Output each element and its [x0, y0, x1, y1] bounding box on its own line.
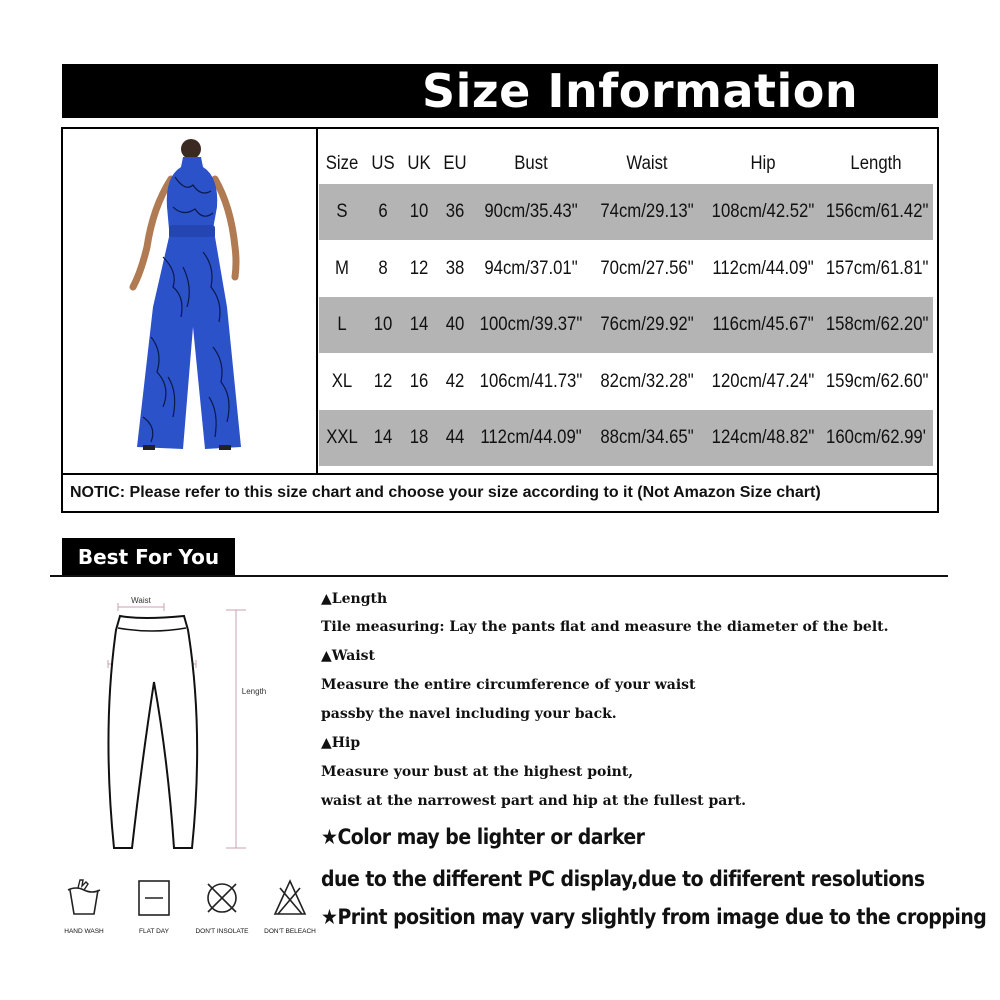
cell-hip: 124cm/48.82" [711, 427, 815, 448]
cell-us: 8 [378, 258, 388, 279]
care-hand-wash [56, 878, 112, 935]
diagram-label-length: Length [241, 687, 267, 696]
cell-uk: 14 [409, 314, 429, 335]
cell-size: M [335, 258, 349, 279]
waist-heading: ▲Waist [321, 648, 376, 664]
cell-uk: 10 [409, 201, 429, 222]
cell-waist: 88cm/34.65" [600, 427, 694, 448]
cell-length: 157cm/61.81" [825, 258, 929, 279]
cell-eu: 38 [445, 258, 465, 279]
cell-length: 160cm/62.99' [826, 427, 926, 448]
header-uk: UK [407, 153, 431, 174]
cell-bust: 106cm/41.73" [479, 371, 583, 392]
header-bust: Bust [514, 153, 548, 174]
care-dont-insolate [194, 878, 250, 935]
cell-hip: 108cm/42.52" [711, 201, 815, 222]
cell-uk: 12 [409, 258, 429, 279]
care-label-flat-dry: FLAT DAY [139, 928, 169, 935]
print-note: ★Print position may vary slightly from image due to the cropping [321, 905, 987, 929]
hip-text-1: Measure your bust at the highest point, [321, 764, 634, 780]
cell-bust: 112cm/44.09" [480, 427, 582, 448]
cell-waist: 74cm/29.13" [600, 201, 694, 222]
cell-us: 14 [373, 427, 393, 448]
cell-us: 12 [373, 371, 393, 392]
waist-text-2: passby the navel including your back. [321, 706, 617, 722]
cell-length: 156cm/61.42" [825, 201, 929, 222]
length-heading: ▲Length [321, 591, 388, 607]
cell-bust: 100cm/39.37" [479, 314, 583, 335]
dont-bleach-icon [272, 878, 308, 918]
cell-eu: 40 [445, 314, 465, 335]
size-notice: NOTIC: Please refer to this size chart and choose your size according to it (Not Amazon Size chart) [63, 473, 937, 511]
hip-heading: ▲Hip [321, 735, 361, 751]
cell-waist: 76cm/29.92" [600, 314, 694, 335]
cell-us: 10 [373, 314, 393, 335]
cell-hip: 120cm/47.24" [711, 371, 815, 392]
cell-waist: 82cm/32.28" [600, 371, 694, 392]
length-text: Tile measuring: Lay the pants flat and measure the diameter of the belt. [321, 619, 889, 635]
table-row [319, 354, 933, 410]
header-waist: Waist [626, 153, 668, 174]
cell-size: XXL [326, 427, 358, 448]
page-title: Size Information [422, 64, 859, 118]
care-flat-dry [126, 878, 182, 935]
cell-eu: 42 [445, 371, 465, 392]
dont-insolate-icon [204, 878, 240, 918]
cell-size: XL [331, 371, 353, 392]
section-divider [50, 575, 948, 577]
product-photo-cell [63, 129, 318, 473]
care-label-hand-wash: HAND WASH [64, 928, 104, 935]
hand-wash-icon [66, 878, 102, 918]
flat-dry-icon [136, 878, 172, 918]
table-row [319, 410, 933, 466]
cell-length: 159cm/62.60" [825, 371, 929, 392]
hip-text-2: waist at the narrowest part and hip at the fullest part. [321, 793, 747, 809]
cell-us: 6 [378, 201, 388, 222]
header-eu: EU [443, 153, 467, 174]
cell-uk: 16 [409, 371, 429, 392]
cell-eu: 36 [445, 201, 465, 222]
cell-waist: 70cm/27.56" [600, 258, 694, 279]
table-header-row [319, 140, 933, 188]
title-bar [62, 64, 938, 118]
product-photo-jumpsuit [123, 137, 263, 457]
table-row [319, 241, 933, 297]
care-label-dont-insolate: DON'T INSOLATE [195, 928, 249, 935]
best-for-you-heading: Best For You [62, 538, 235, 576]
cell-bust: 94cm/37.01" [484, 258, 578, 279]
header-length: Length [850, 153, 902, 174]
diagram-label-waist: Waist [131, 596, 151, 605]
cell-size: S [336, 201, 348, 222]
header-us: US [371, 153, 395, 174]
care-label-dont-bleach: DON'T BELEACH [264, 928, 316, 935]
cell-hip: 116cm/45.67" [712, 314, 814, 335]
cell-eu: 44 [445, 427, 465, 448]
care-dont-bleach [262, 878, 318, 935]
table-row [319, 297, 933, 353]
cell-hip: 112cm/44.09" [712, 258, 814, 279]
color-note-1: ★Color may be lighter or darker [321, 825, 645, 849]
cell-uk: 18 [409, 427, 429, 448]
color-note-2: due to the different PC display,due to dififerent resolutions [321, 867, 925, 891]
table-row [319, 184, 933, 240]
cell-length: 158cm/62.20" [825, 314, 929, 335]
header-size: Size [325, 153, 359, 174]
waist-text-1: Measure the entire circumference of your waist [321, 677, 696, 693]
cell-size: L [337, 314, 347, 335]
header-hip: Hip [750, 153, 776, 174]
cell-bust: 90cm/35.43" [484, 201, 578, 222]
